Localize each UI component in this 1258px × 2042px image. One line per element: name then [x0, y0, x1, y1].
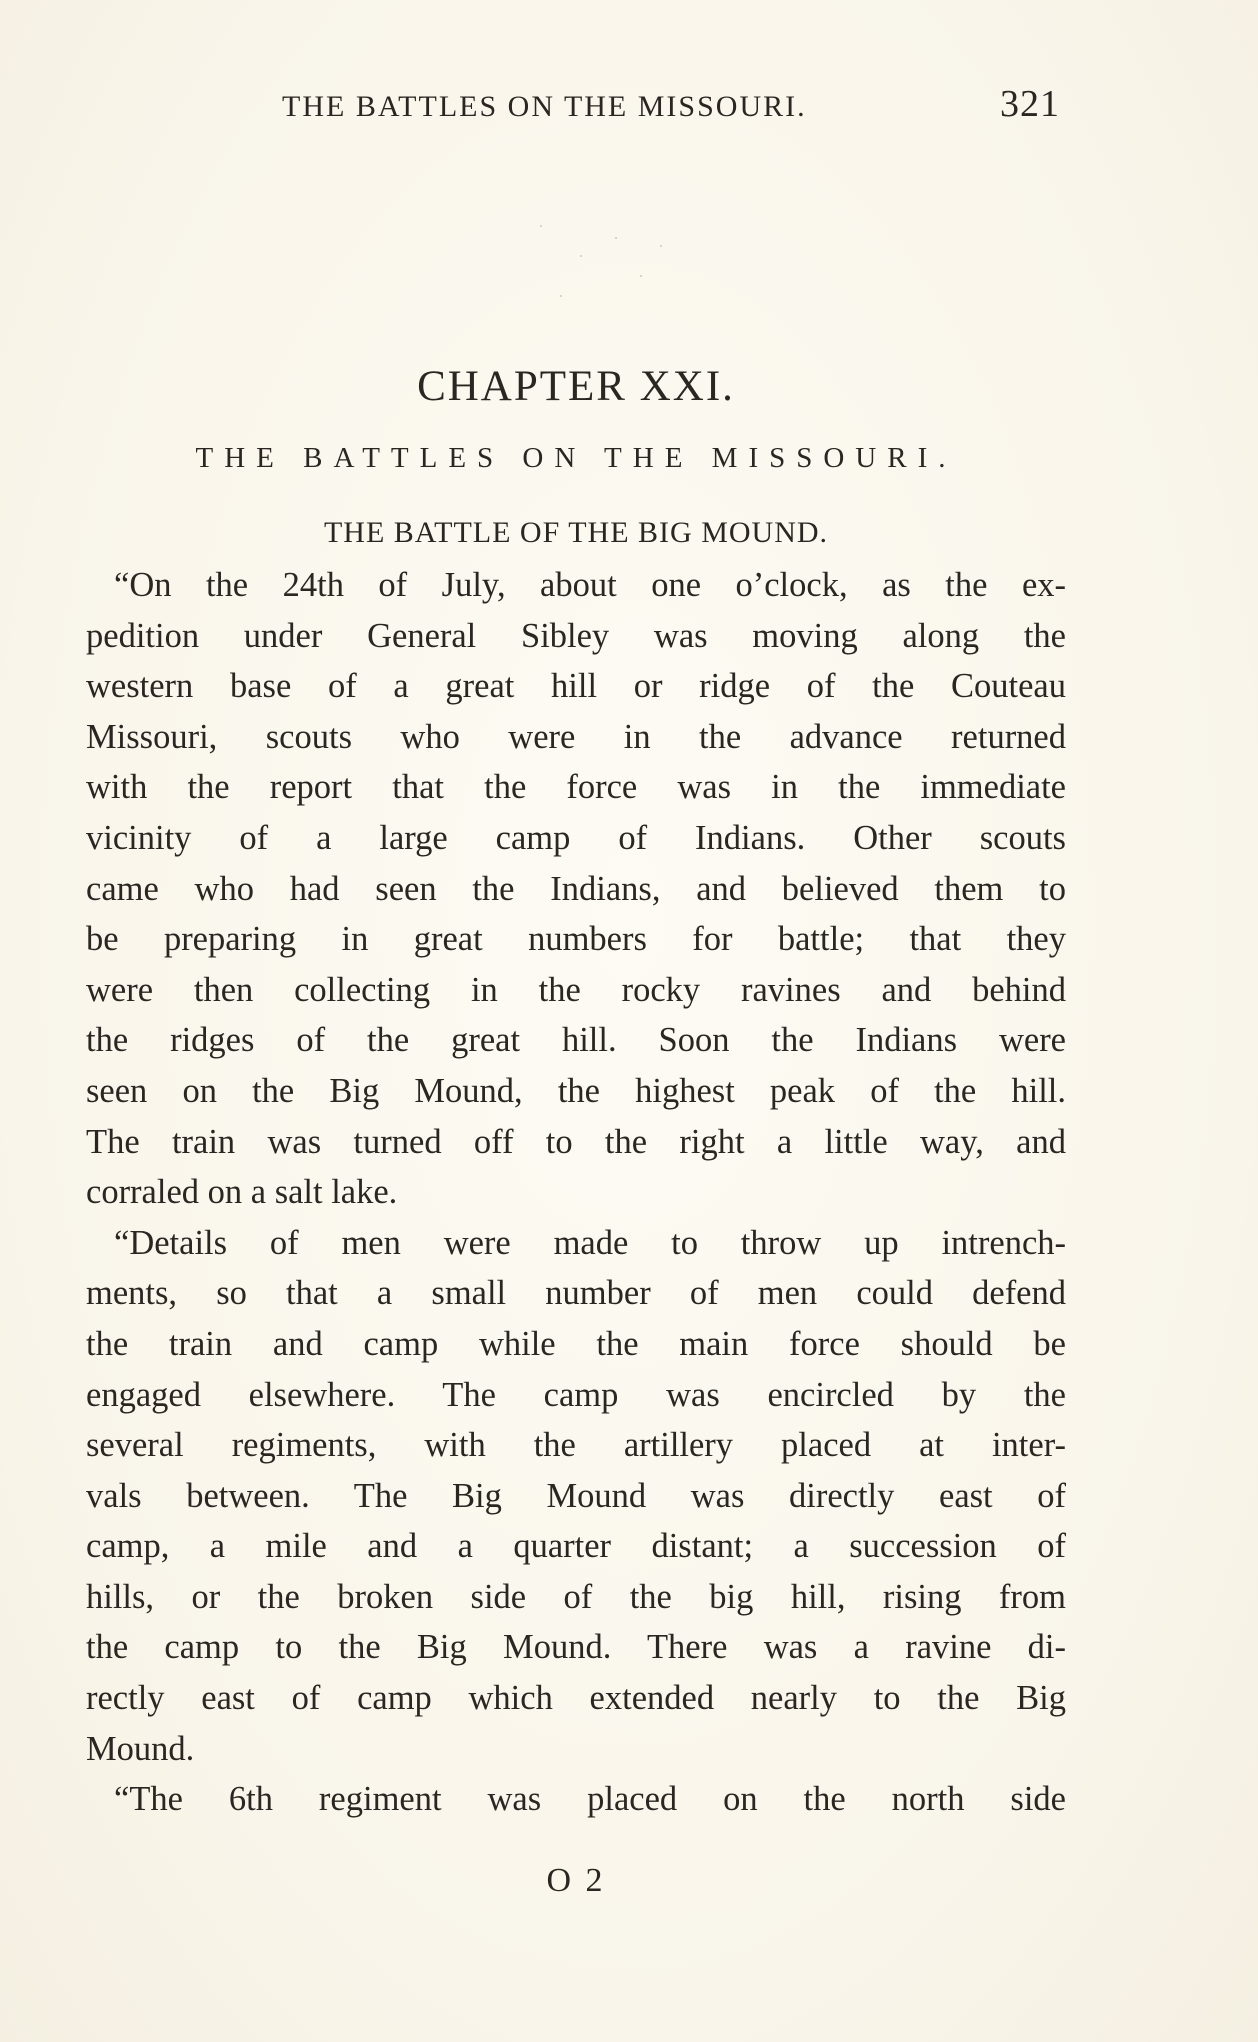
text-line: several regiments, with the artillery placed at inter-	[86, 1426, 1066, 1465]
body-text	[86, 560, 1066, 1825]
text-line: the train and camp while the main force should be	[86, 1324, 1066, 1363]
running-head	[86, 78, 1066, 138]
text-line: “Details of men were made to throw up intrench-	[114, 1223, 1066, 1262]
text-line: vicinity of a large camp of Indians. Other scouts	[86, 818, 1066, 857]
text-line: The train was turned off to the right a little way, and	[86, 1122, 1066, 1161]
text-line: ments, so that a small number of men could defend	[86, 1274, 1066, 1313]
chapter-subtitle: THE BATTLES ON THE MISSOURI.	[195, 442, 957, 474]
text-line: Mound.	[86, 1729, 195, 1768]
text-line: vals between. The Big Mound was directly east of	[86, 1476, 1066, 1515]
text-line: pedition under General Sibley was moving along the	[86, 616, 1066, 655]
text-line: came who had seen the Indians, and believed them to	[86, 869, 1066, 908]
text-line: engaged elsewhere. The camp was encircled by the	[86, 1375, 1066, 1414]
text-line: Missouri, scouts who were in the advance returned	[86, 717, 1066, 756]
text-line: hills, or the broken side of the big hill, rising from	[86, 1577, 1066, 1616]
section-title: THE BATTLE OF THE BIG MOUND.	[323, 516, 829, 549]
text-line: “On the 24th of July, about one o’clock, as the ex-	[114, 566, 1066, 604]
text-line: rectly east of camp which extended nearly to the Big	[86, 1679, 1066, 1718]
running-title: THE BATTLES ON THE MISSOURI.	[282, 90, 807, 123]
text-line: were then collecting in the rocky ravines and behind	[86, 970, 1066, 1009]
text-line: seen on the Big Mound, the highest peak of the hill.	[86, 1071, 1066, 1110]
text-line: with the report that the force was in the immediate	[86, 768, 1066, 807]
signature-mark: O 2	[546, 1862, 606, 1899]
text-line: camp, a mile and a quarter distant; a succession of	[86, 1527, 1066, 1566]
text-line: western base of a great hill or ridge of the Couteau	[86, 667, 1066, 706]
chapter-title: CHAPTER XXI.	[417, 363, 735, 410]
text-line: “The 6th regiment was placed on the north side	[114, 1780, 1066, 1819]
page-number: 321	[1000, 83, 1060, 125]
paper-specks	[520, 215, 680, 315]
text-line: be preparing in great numbers for battle; that they	[86, 920, 1066, 959]
text-line: the camp to the Big Mound. There was a ravine di-	[86, 1628, 1066, 1667]
text-line: corraled on a salt lake.	[86, 1173, 398, 1212]
text-line: the ridges of the great hill. Soon the Indians were	[86, 1021, 1066, 1060]
